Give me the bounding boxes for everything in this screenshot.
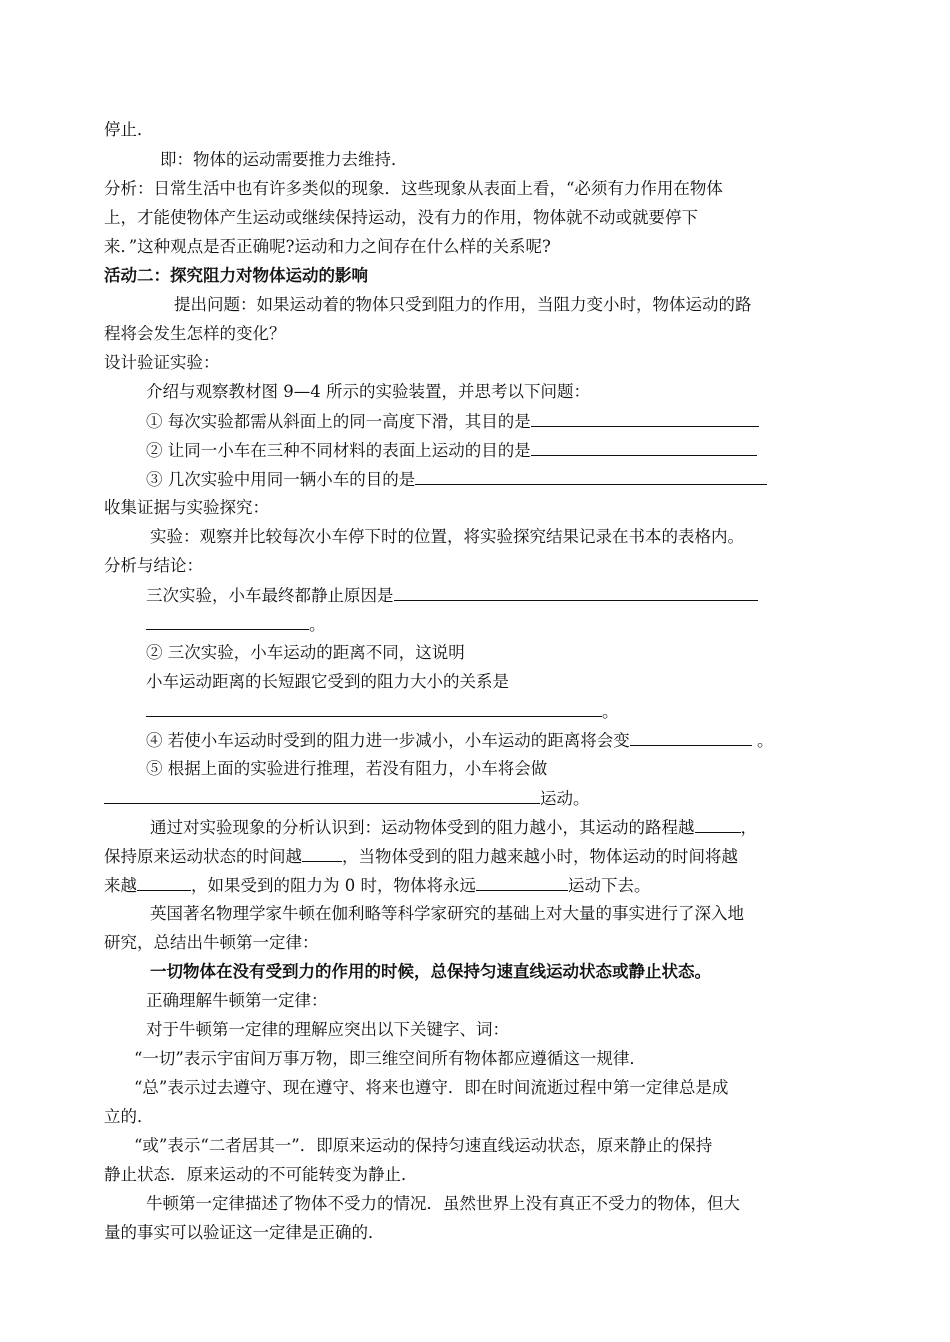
paragraph-text: ，如果受到的阻力为 0 时，物体将永远 bbox=[191, 876, 476, 895]
text-line: 小车运动距离的长短跟它受到的阻力大小的关系是 bbox=[146, 672, 509, 691]
question-line bbox=[146, 582, 758, 609]
text-line: “总”表示过去遵守、现在遵守、将来也遵守．即在时间流逝过程中第一定律总是成 bbox=[134, 1078, 729, 1097]
answer-blank[interactable] bbox=[531, 437, 757, 456]
text-line: 停止． bbox=[104, 120, 154, 139]
question-text: 三次实验，小车最终都静止原因是 bbox=[146, 586, 394, 605]
text-line: ② 三次实验，小车运动的距离不同，这说明 bbox=[146, 643, 465, 662]
question-line bbox=[104, 843, 738, 870]
paragraph-text: 通过对实验现象的分析认识到：运动物体受到的阻力越小，其运动的路程越 bbox=[150, 818, 695, 837]
text-line: 立的． bbox=[104, 1107, 154, 1126]
answer-blank[interactable] bbox=[695, 814, 741, 833]
question-line bbox=[146, 466, 767, 493]
text-line: 分析与结论： bbox=[104, 556, 203, 575]
question-line bbox=[104, 872, 651, 899]
text-line: 介绍与观察教材图 9—4 所示的实验装置，并思考以下问题： bbox=[146, 382, 590, 401]
question-text: ③ 几次实验中用同一辆小车的目的是 bbox=[146, 470, 416, 489]
question-line bbox=[150, 814, 757, 841]
paragraph-text: ，当物体受到的阻力越来越小时，物体运动的时间将越 bbox=[342, 847, 738, 866]
text-line: 提出问题：如果运动着的物体只受到阻力的作用，当阻力变小时，物体运动的路 bbox=[174, 295, 752, 314]
question-line bbox=[146, 408, 759, 435]
text-line: 研究，总结出牛顿第一定律： bbox=[104, 933, 319, 952]
text-line: 分析：日常生活中也有许多类似的现象．这些现象从表面上看，“必须有力作用在物体 bbox=[104, 179, 723, 198]
answer-blank[interactable] bbox=[137, 872, 191, 891]
answer-blank[interactable] bbox=[146, 698, 602, 717]
paragraph-text: 运动下去。 bbox=[568, 876, 651, 895]
text-line: 收集证据与实验探究： bbox=[104, 498, 269, 517]
question-line bbox=[104, 785, 590, 812]
answer-blank[interactable] bbox=[476, 872, 568, 891]
section-heading: 活动二：探究阻力对物体运动的影响 bbox=[104, 266, 368, 285]
answer-blank[interactable] bbox=[630, 727, 752, 746]
question-line bbox=[146, 437, 757, 464]
answer-blank[interactable] bbox=[531, 408, 759, 427]
text-line: 对于牛顿第一定律的理解应突出以下关键字、词： bbox=[146, 1020, 509, 1039]
paragraph-text: 来越 bbox=[104, 876, 137, 895]
question-text: ④ 若使小车运动时受到的阻力进一步减小，小车运动的距离将会变 bbox=[146, 731, 630, 750]
answer-blank[interactable] bbox=[415, 466, 767, 485]
question-text: ① 每次实验都需从斜面上的同一高度下滑，其目的是 bbox=[146, 412, 531, 431]
text-line: ⑤ 根据上面的实验进行推理，若没有阻力，小车将会做 bbox=[146, 759, 548, 778]
text-line: 实验：观察并比较每次小车停下时的位置，将实验探究结果记录在书本的表格内。 bbox=[150, 527, 744, 546]
answer-blank[interactable] bbox=[394, 582, 758, 601]
text-line: 静止状态．原来运动的不可能转变为静止． bbox=[104, 1165, 418, 1184]
text-line: 量的事实可以验证这一定律是正确的． bbox=[104, 1223, 385, 1242]
question-line bbox=[146, 698, 619, 725]
law-statement: 一切物体在没有受到力的作用的时候，总保持匀速直线运动状态或静止状态。 bbox=[150, 962, 711, 981]
answer-blank[interactable] bbox=[302, 843, 342, 862]
text-line: 正确理解牛顿第一定律： bbox=[146, 991, 328, 1010]
answer-blank[interactable] bbox=[146, 611, 309, 630]
text-line: “或”表示“二者居其一”．即原来运动的保持匀速直线运动状态，原来静止的保持 bbox=[134, 1136, 713, 1155]
text-line: 即：物体的运动需要推力去维持． bbox=[160, 150, 408, 169]
question-line bbox=[146, 611, 326, 638]
question-text: ② 让同一小车在三种不同材料的表面上运动的目的是 bbox=[146, 441, 531, 460]
text-line: “一切”表示宇宙间万事万物，即三维空间所有物体都应遵循这一规律． bbox=[134, 1049, 646, 1068]
punctuation: 。 bbox=[751, 731, 774, 750]
text-line: 英国著名物理学家牛顿在伽利略等科学家研究的基础上对大量的事实进行了深入地 bbox=[150, 904, 744, 923]
text-line: 牛顿第一定律描述了物体不受力的情况．虽然世界上没有真正不受力的物体，但大 bbox=[146, 1194, 740, 1213]
text-line: 来．”这种观点是否正确呢?运动和力之间存在什么样的关系呢? bbox=[104, 237, 551, 256]
text-line: 程将会发生怎样的变化？ bbox=[104, 324, 286, 343]
punctuation: 。 bbox=[602, 702, 619, 721]
text-line: 上，才能使物体产生运动或继续保持运动，没有力的作用，物体就不动或就要停下 bbox=[104, 208, 698, 227]
question-line bbox=[146, 727, 774, 754]
answer-blank[interactable] bbox=[104, 785, 540, 804]
punctuation: 。 bbox=[309, 615, 326, 634]
punctuation: ， bbox=[740, 818, 757, 837]
punctuation: 运动。 bbox=[540, 789, 590, 808]
text-line: 设计验证实验： bbox=[104, 353, 220, 372]
paragraph-text: 保持原来运动状态的时间越 bbox=[104, 847, 302, 866]
